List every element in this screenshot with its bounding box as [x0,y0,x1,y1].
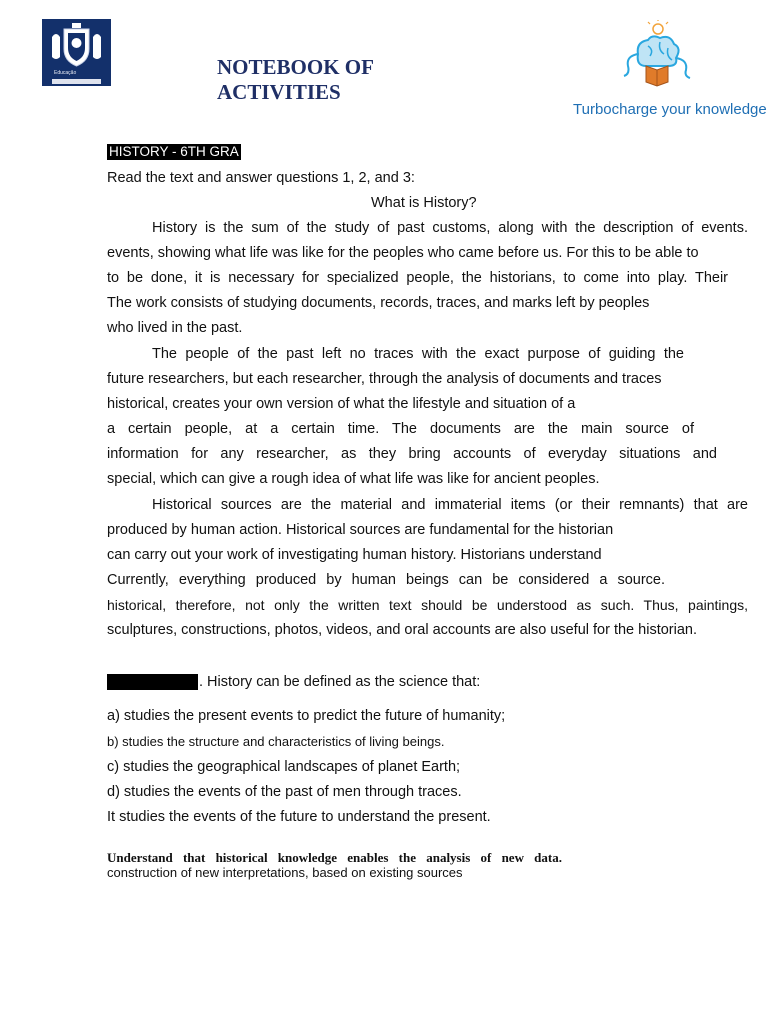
text-line: The work consists of studying documents, records, traces, and marks left by peoples [107,295,650,311]
title-line-1: NOTEBOOK OF [217,55,374,79]
text-line: Historical sources are the material and immaterial items (or their remnants) that are [152,497,748,513]
skill-heading: Understand that historical knowledge enables the analysis of new data. [107,850,562,865]
option-b[interactable]: b) studies the structure and characteristics of living beings. [107,734,445,749]
question-stem [107,674,480,690]
grade-label: HISTORY - 6TH GRA [109,144,239,159]
redacted-question-number [107,674,198,690]
text-line: historical, creates your own version of what the lifestyle and situation of a [107,396,576,412]
crest-icon [42,19,111,86]
institution-logo [42,19,111,86]
tagline: Turbocharge your knowledge [573,101,767,118]
text-line: sculptures, constructions, photos, videos, and oral accounts are also useful for the historian. [107,622,697,638]
option-d[interactable]: d) studies the events of the past of men through traces. [107,784,462,800]
text-line: events, showing what life was like for the peoples who came before us. For this to be able to [107,245,699,261]
option-c[interactable]: c) studies the geographical landscapes of planet Earth; [107,759,461,775]
text-line: Currently, everything produced by human beings can be considered a source. [107,572,665,588]
option-e[interactable]: It studies the events of the future to understand the present. [107,809,491,825]
page-title [217,55,374,105]
title-line-2: ACTIVITIES [217,80,341,104]
question-text: . History can be defined as the science that: [199,674,481,690]
skill-description: construction of new interpretations, based on existing sources [107,865,463,880]
logo-plate [52,79,101,84]
text-line: a certain people, at a certain time. The documents are the main source of [107,421,694,437]
text-line: The people of the past left no traces with the exact purpose of guiding the [152,346,684,362]
brain-book-icon [616,20,696,90]
text-line: History is the sum of the study of past customs, along with the description of events. [152,220,748,236]
logo-caption: Educação [54,70,77,76]
text-title: What is History? [371,195,477,211]
text-line: historical, therefore, not only the written text should be understood as such. Thus, paintings, [107,597,748,613]
text-line: future researchers, but each researcher, through the analysis of documents and traces [107,371,662,387]
instruction: Read the text and answer questions 1, 2, and 3: [107,170,415,186]
option-a[interactable]: a) studies the present events to predict the future of humanity; [107,708,506,724]
text-line: to be done, it is necessary for specialized people, the historians, to come into play. Their [107,270,728,286]
text-line: produced by human action. Historical sources are fundamental for the historian [107,522,614,538]
text-line: information for any researcher, as they bring accounts of everyday situations and [107,446,717,462]
text-line: who lived in the past. [107,320,243,336]
text-line: can carry out your work of investigating human history. Historians understand [107,547,602,563]
text-line: special, which can give a rough idea of what life was like for ancient peoples. [107,471,600,487]
